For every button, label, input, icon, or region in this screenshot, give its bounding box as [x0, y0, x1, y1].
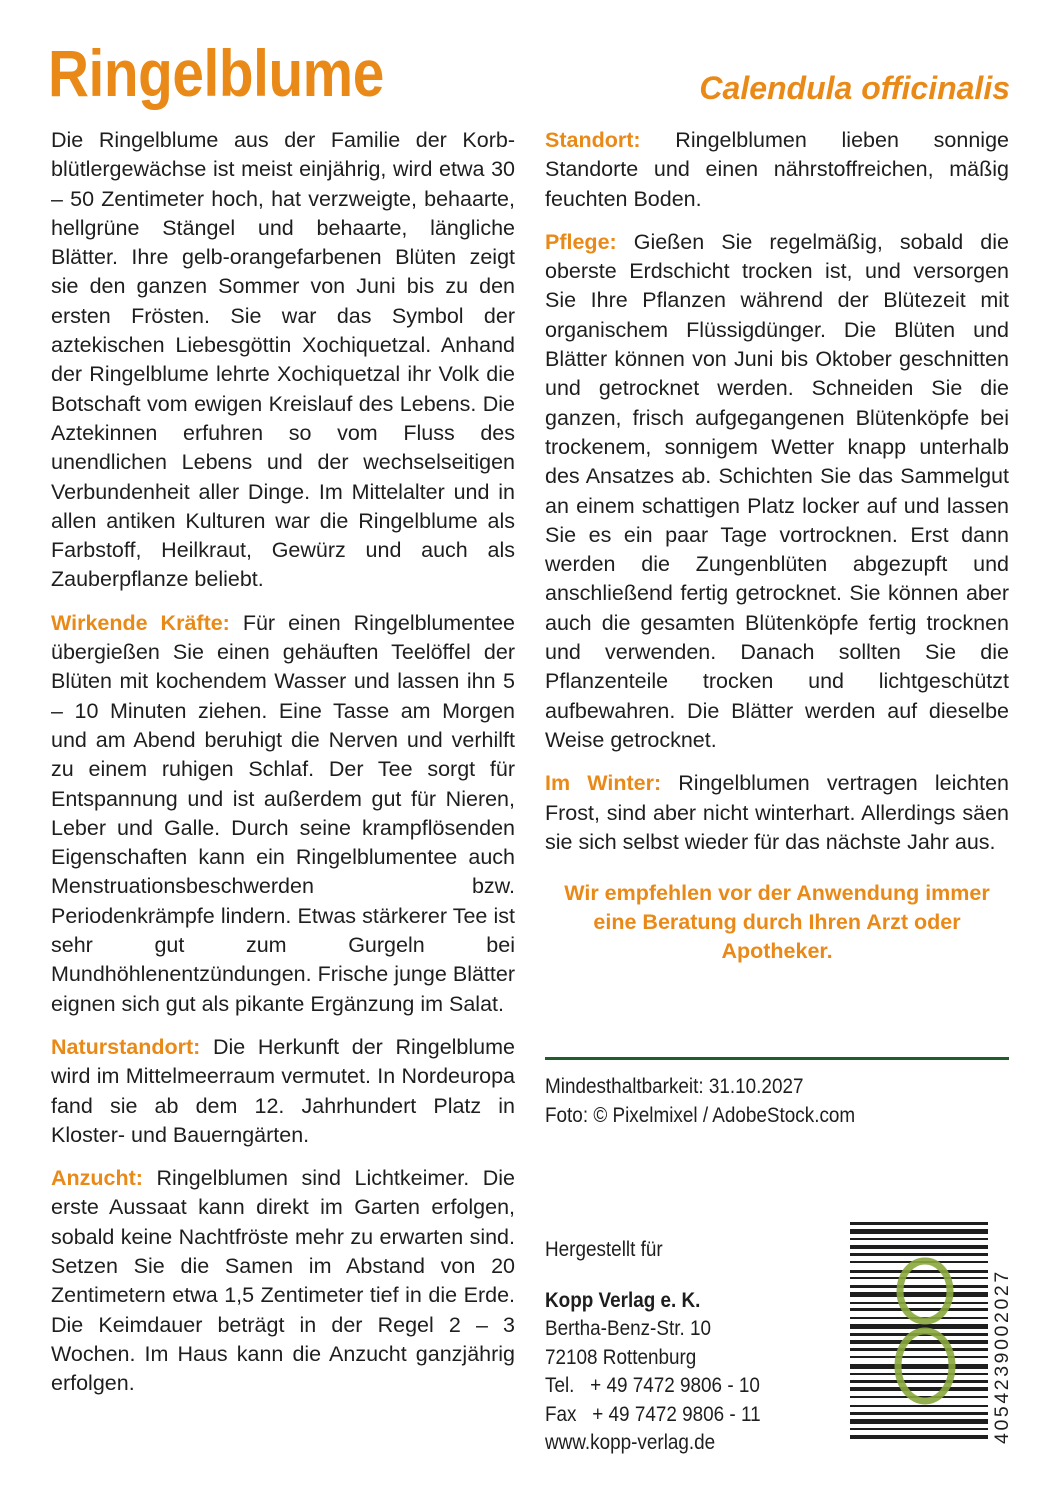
barcode-bar	[850, 1419, 988, 1424]
medical-notice: Wir empfehlen vor der Anwendung immer eine Beratung durch Ihren Arzt oder Apotheker.	[564, 881, 990, 964]
natural-habitat-paragraph	[51, 1033, 515, 1150]
cultivation-label: Anzucht:	[51, 1166, 143, 1191]
meta-info	[545, 1072, 855, 1130]
barcode-bar	[850, 1238, 988, 1240]
intro-paragraph: Die Ringelblume aus der Familie der Korbblütlergewächse ist meist einjährig, wird etwa 30 – 50 Zentimeter hoch, hat verzweigte, behaarte, hellgrüne Stängel und behaarte, längliche Blätter. Ihre gelb-orangefarbenen Blüten zeigt sie den ganzen Sommer von Juni bis zu den ersten Frösten. Sie war das Symbol der aztekischen Liebesgöttin Xochiquetzal. Anhand der Ringelblume lehrte Xochiquetzal ihr Volk die Botschaft vom ewigen Kreislauf des Lebens. Die Aztekinnen erfuhren so vom Fluss des unendlichen Lebens und der wechselseitigen Verbundenheit aller Dinge. Im Mittelalter und in allen antiken Kulturen war die Ringelblume als Farbstoff, Heilkraut, Gewürz und auch als Zauberpflanze beliebt.	[51, 128, 515, 592]
barcode-bar	[850, 1428, 988, 1430]
winter-paragraph	[545, 769, 1009, 857]
barcode-bar	[850, 1435, 988, 1439]
fax-number: Fax + 49 7472 9806 - 11	[545, 1402, 761, 1426]
website-link[interactable]: www.kopp-verlag.de	[545, 1431, 716, 1454]
barcode-bar	[850, 1229, 988, 1234]
right-column	[545, 126, 1009, 966]
barcode	[846, 1218, 1024, 1444]
cultivation-text: Ringelblumen sind Lichtkeimer. Die erste Aussaat kann direkt im Garten erfolgen, sobald keine Nachtfröste mehr zu erwarten sind. Setzen Sie die Samen im Abstand von 20 Zentimetern etwa 1,5 Zentimeter tief in die Erde. Die Keimdauer beträgt in der Regel 2 – 3 Wochen. Im Haus kann die Anzucht ganzjährig erfolgen.	[51, 1166, 515, 1396]
winter-label: Im Winter:	[545, 771, 662, 796]
manufacturer-address	[545, 1236, 761, 1458]
barcode-bar	[850, 1412, 988, 1415]
street-address: Bertha-Benz-Str. 10	[545, 1317, 711, 1340]
barcode-bar	[850, 1340, 988, 1344]
barcode-bar	[850, 1245, 988, 1249]
city-address: 72108 Rottenburg	[545, 1345, 697, 1369]
winter-text: Ringelblumen vertragen leichten Frost, sind aber nicht winterhart. Allerdings säen sie sich selbst wieder für das nächste Jahr aus.	[545, 771, 1009, 854]
barcode-bar	[850, 1285, 988, 1288]
location-paragraph	[545, 126, 1009, 214]
phone-number: Tel. + 49 7472 9806 - 10	[545, 1374, 760, 1397]
barcode-bar	[850, 1302, 988, 1304]
company-name: Kopp Verlag e. K.	[545, 1288, 701, 1312]
barcode-bar	[850, 1253, 988, 1256]
barcode-bar	[850, 1405, 988, 1407]
natural-habitat-text: Die Herkunft der Ringelblume wird im Mittelmeerraum vermutet. In Nordeuropa fand sie ab dem 12. Jahrhundert Platz in Kloster- und Bauerngärten.	[51, 1034, 515, 1147]
barcode-bar	[850, 1348, 988, 1351]
best-before-date: Mindesthaltbarkeit: 31.10.2027	[545, 1075, 804, 1098]
barcode-bar	[850, 1364, 988, 1369]
barcode-bar	[850, 1387, 988, 1391]
care-paragraph	[545, 228, 1009, 755]
barcode-bar	[850, 1222, 988, 1225]
effects-paragraph	[51, 609, 515, 1019]
barcode-bar	[850, 1373, 988, 1375]
barcode-bar	[850, 1270, 988, 1273]
barcode-bar	[850, 1277, 988, 1279]
natural-habitat-label: Naturstandort:	[51, 1034, 201, 1059]
latin-name: Calendula officinalis	[699, 70, 1010, 106]
effects-text: Für einen Ringelblumentee übergießen Sie einen gehäuften Teelöffel der Blüten mit kochendem Wasser und lassen ihn 5 – 10 Minuten ziehen. Eine Tasse am Morgen und am Abend beruhigt die Nerven und verhilft zu einem ruhigen Schlaf. Der Tee sorgt für Entspannung und ist außerdem gut für Nieren, Leber und Galle. Durch seine krampflösenden Eigenschaften kann ein Ringelblumentee auch Menstruationsbeschwerden bzw. Periodenkrämpfe lindern. Etwas stärkerer Tee ist sehr gut zum Gurgeln bei Mundhöhlenentzündungen. Frische junge Blätter eignen sich gut als pikante Ergänzung im Salat.	[51, 610, 516, 1016]
divider-line	[545, 1057, 1009, 1060]
location-label: Standort:	[545, 128, 641, 152]
barcode-bar	[850, 1292, 988, 1297]
made-for-label: Hergestellt für	[545, 1238, 663, 1261]
left-column	[51, 126, 515, 1412]
care-text: Gießen Sie regelmäßig, sobald die oberste Erdschicht trocken ist, und versorgen Sie Ihre Pflanzen während der Blütezeit mit organischem Flüssigdünger. Die Blüten und Blätter können von Juni bis Oktober geschnitten und getrocknet werden. Schneiden Sie die ganzen, frisch aufgegangenen Blütenköpfe bei trockenem, sonnigem Wetter knapp unterhalb des Ansatzes ab. Schichten Sie das Sammelgut an einem schattigen Platz locker auf und lassen Sie es ein paar Tage vortrocknen. Erst dann werden die Zungenblüten abgezupft und anschließend fertig getrocknet. Sie können aber auch die gesamten Blütenköpfe fertig trocknen und verwenden. Danach sollten Sie die Pflanzenteile trocken und lichtgeschützt aufbewahren. Die Blätter werden auf dieselbe Weise getrocknet.	[545, 229, 1009, 752]
barcode-bar	[850, 1380, 988, 1383]
photo-credit: Foto: © Pixelmixel / AdobeStock.com	[545, 1104, 856, 1127]
barcode-bar	[850, 1308, 988, 1311]
cultivation-paragraph	[51, 1164, 515, 1398]
barcode-bar	[850, 1356, 988, 1358]
care-label: Pflege:	[545, 229, 617, 254]
effects-label: Wirkende Kräfte:	[51, 610, 230, 635]
location-text: Ringelblumen lieben sonnige Standorte und einen nährstoffreichen, mäßig feuchten Boden.	[545, 128, 1009, 211]
page-title: Ringelblume	[48, 36, 384, 110]
barcode-number: 4054239002027	[991, 1269, 1013, 1444]
